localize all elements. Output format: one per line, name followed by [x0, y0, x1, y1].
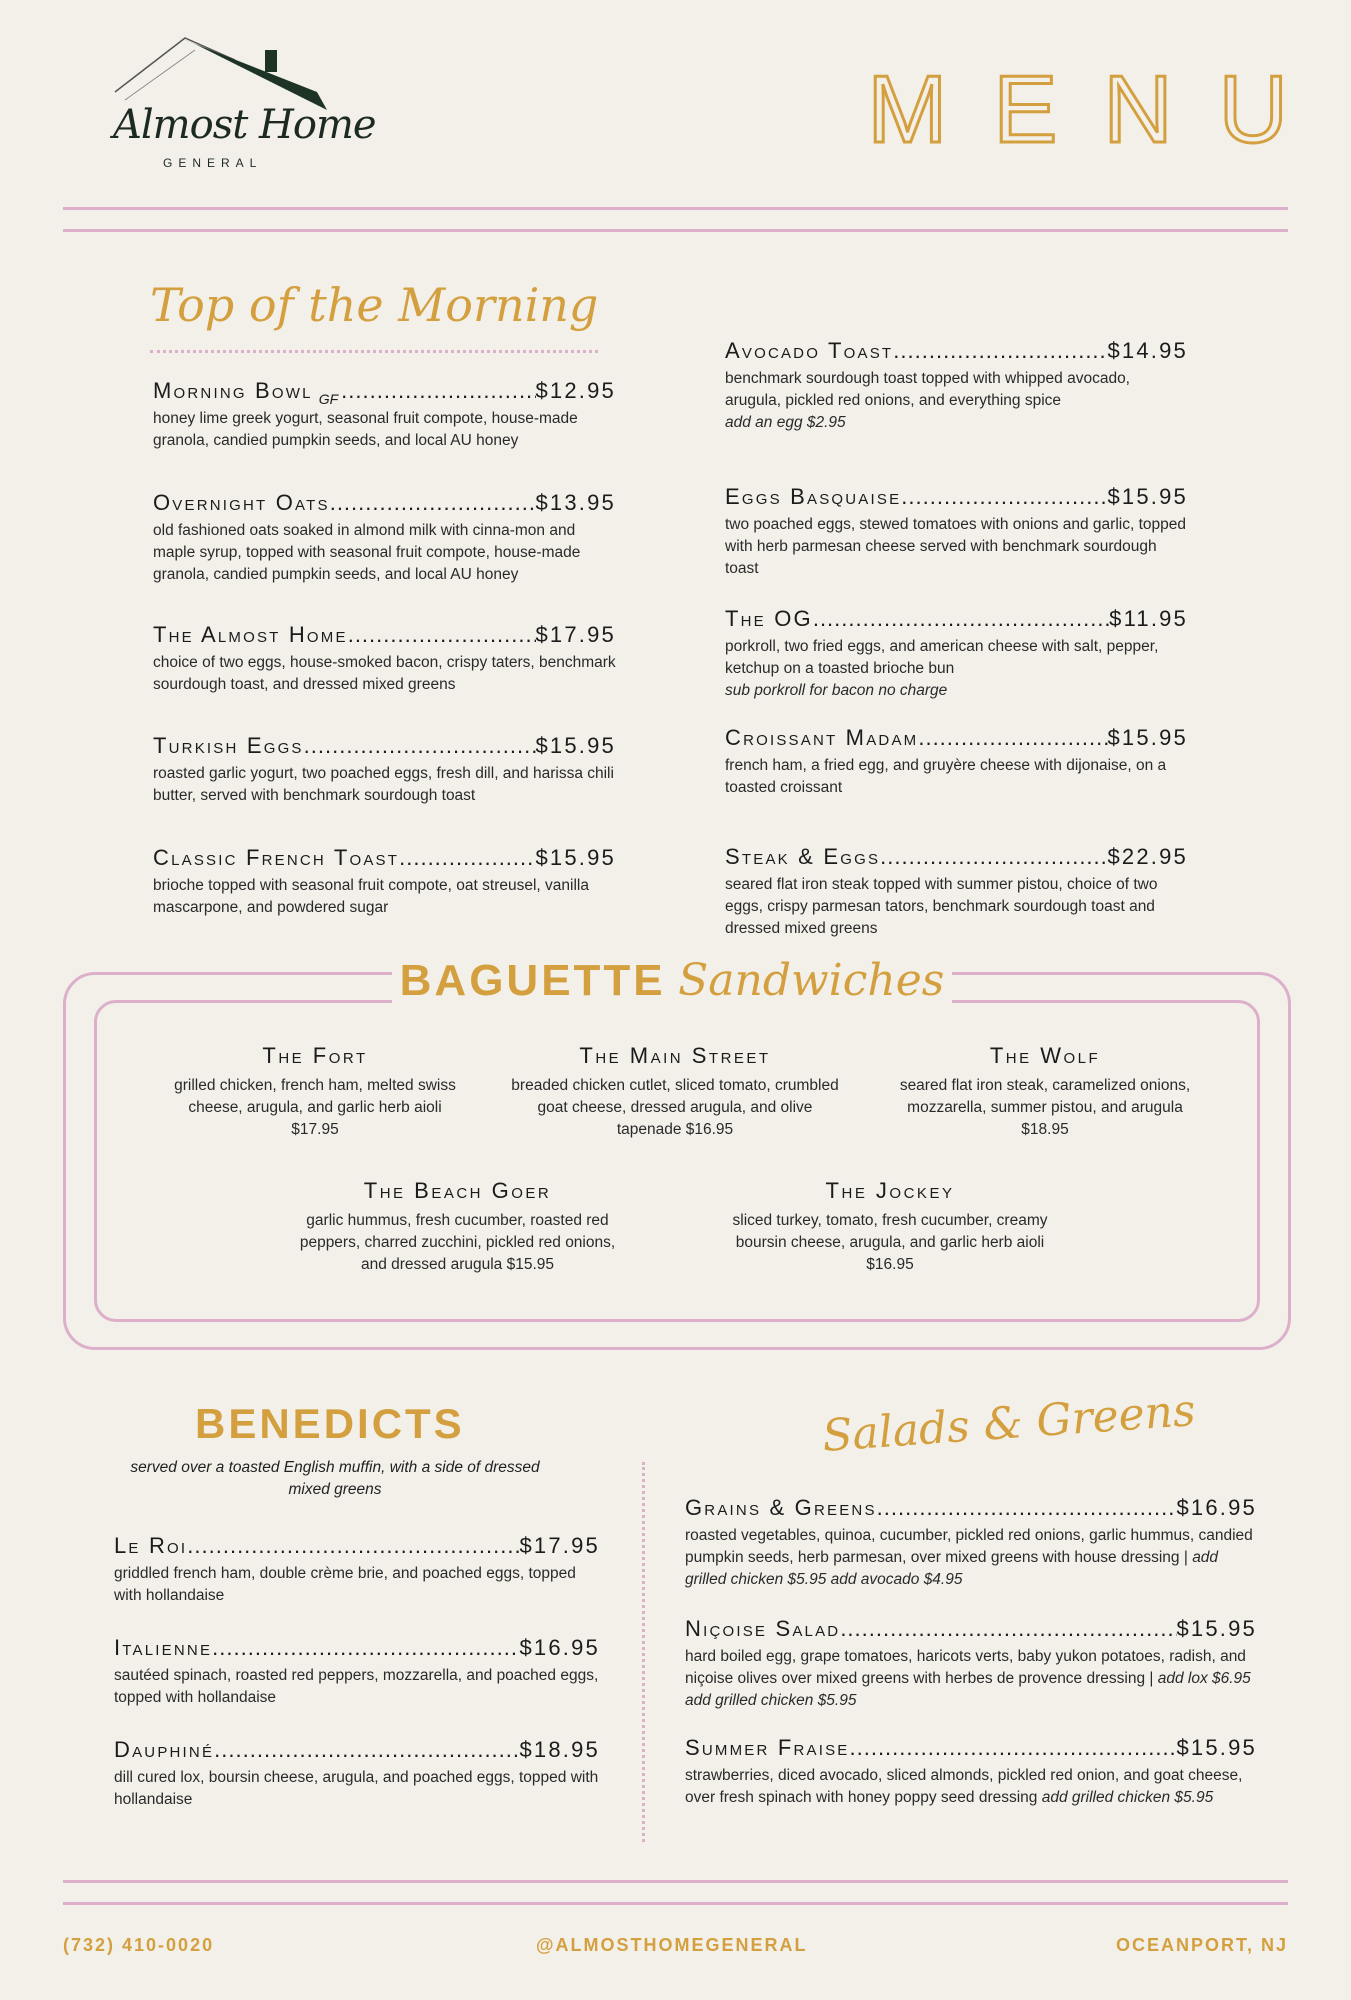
dietary-tag: GF	[318, 391, 339, 407]
menu-item-name: The OG	[725, 606, 813, 631]
dot-leader	[850, 1735, 1177, 1761]
sandwich-description: grilled chicken, french ham, melted swiss cheese, arugula, and garlic herb aioli $17.95	[174, 1077, 456, 1138]
description-text: roasted garlic yogurt, two poached eggs, fresh dill, and harissa chili butter, served with benchmark sourdough toast	[153, 765, 614, 804]
menu-item-header	[114, 1533, 600, 1559]
menu-item-description	[725, 514, 1188, 580]
description-text: seared flat iron steak topped with summer pistou, choice of two eggs, crispy parmesan tators, benchmark sourdough toast and dressed mixed greens	[725, 876, 1158, 937]
menu-item-description	[725, 636, 1188, 702]
sandwich-item	[165, 1043, 465, 1141]
menu-item	[685, 1616, 1257, 1712]
sandwich-name: The Jockey	[825, 1178, 955, 1203]
header-divider-top	[63, 207, 1288, 210]
menu-item-price: $13.95	[535, 490, 616, 515]
menu-item-note: sub porkroll for bacon no charge	[725, 682, 948, 699]
menu-item-description	[114, 1563, 600, 1607]
menu-item-price: $22.95	[1107, 844, 1188, 869]
dot-leader	[813, 606, 1109, 632]
section-title-benedicts: BENEDICTS	[195, 1400, 465, 1447]
dot-leader	[187, 1533, 519, 1559]
menu-item	[114, 1635, 600, 1709]
menu-item-name: Italienne	[114, 1635, 213, 1660]
description-text: two poached eggs, stewed tomatoes with onions and garlic, topped with herb parmesan cheese served with benchmark sourdough toast	[725, 516, 1186, 577]
dot-leader	[214, 1737, 519, 1763]
footer-divider-top	[63, 1880, 1288, 1883]
description-text: honey lime greek yogurt, seasonal fruit compote, house-made granola, candied pumpkin seeds, and local AU honey	[153, 410, 578, 449]
section-title-salads: Salads & Greens	[820, 1385, 1198, 1462]
menu-item-name: Avocado Toast	[725, 338, 894, 363]
footer-divider-bottom	[63, 1902, 1288, 1905]
menu-item-price: $14.95	[1107, 338, 1188, 363]
dot-leader	[330, 490, 536, 516]
description-text: brioche topped with seasonal fruit compote, oat streusel, vanilla mascarpone, and powdered sugar	[153, 877, 589, 916]
menu-item	[153, 622, 616, 696]
footer-phone: (732) 410-0020	[63, 1935, 215, 1955]
footer-social-handle: @ALMOSTHOMEGENERAL	[536, 1935, 808, 1955]
menu-item-price: $17.95	[535, 622, 616, 647]
menu-item-header	[685, 1616, 1257, 1642]
menu-item-name: Morning Bowl	[153, 378, 313, 403]
menu-item-description	[153, 408, 616, 452]
description-text: roasted vegetables, quinoa, cucumber, pickled red onions, garlic hummus, candied pumpkin seeds, herb parmesan, over mixed greens with house dressing |	[685, 1527, 1253, 1566]
dot-leader	[877, 1495, 1177, 1521]
brand-name: Almost Home	[113, 102, 376, 148]
sandwich-name: The Fort	[262, 1043, 368, 1068]
menu-item-description	[725, 874, 1188, 940]
dot-leader	[304, 733, 536, 759]
menu-item	[725, 725, 1188, 799]
menu-item-name: Eggs Basquaise	[725, 484, 902, 509]
menu-item-description	[725, 755, 1188, 799]
footer-location: OCEANPORT, NJ	[1115, 1935, 1288, 1955]
description-text: french ham, a fried egg, and gruyère cheese with dijonaise, on a toasted croissant	[725, 757, 1167, 796]
menu-item-price: $15.95	[1107, 484, 1188, 509]
menu-item-description	[685, 1646, 1257, 1712]
dot-leader	[893, 338, 1107, 364]
column-dotted-divider	[642, 1462, 645, 1842]
dot-leader	[341, 378, 535, 404]
menu-item-name: Croissant Madam	[725, 725, 919, 750]
header-divider-bottom	[63, 229, 1288, 232]
menu-item-description	[725, 368, 1188, 434]
sandwich-item	[895, 1043, 1195, 1141]
menu-item-price: $11.95	[1109, 606, 1188, 631]
menu-item-price: $16.95	[519, 1635, 600, 1660]
benedicts-subtitle: served over a toasted English muffin, with a side of dressed mixed greens	[130, 1459, 540, 1498]
menu-item-price: $15.95	[1107, 725, 1188, 750]
description-text: sautéed spinach, roasted red peppers, mozzarella, and poached eggs, topped with hollandaise	[114, 1667, 599, 1706]
menu-item	[725, 606, 1188, 702]
sandwich-name: The Beach Goer	[363, 1178, 552, 1203]
menu-item-note: add lox $6.95 add grilled chicken $5.95	[685, 1670, 1251, 1709]
section-title-morning: Top of the Morning	[150, 278, 599, 332]
menu-item-price: $15.95	[535, 845, 616, 870]
menu-item-header	[725, 725, 1188, 751]
menu-item-description	[685, 1765, 1257, 1809]
menu-item-header	[153, 733, 616, 759]
menu-item-description	[114, 1767, 600, 1811]
menu-item-header	[685, 1495, 1257, 1521]
sandwich-description: seared flat iron steak, caramelized onions, mozzarella, summer pistou, and arugula $18.95	[899, 1077, 1191, 1138]
description-text: old fashioned oats soaked in almond milk with cinna-mon and maple syrup, topped with seasonal fruit compote, house-made granola, candied pumpkin seeds, and local AU honey	[153, 522, 581, 583]
dot-leader	[901, 484, 1107, 510]
menu-item-name: Classic French Toast	[153, 845, 400, 870]
menu-item-price: $17.95	[519, 1533, 600, 1558]
sandwich-description: garlic hummus, fresh cucumber, roasted red peppers, charred zucchini, pickled red onions, and dressed arugula $15.95	[299, 1212, 616, 1273]
baguette-title-caps: BAGUETTE	[399, 956, 666, 1005]
menu-item	[114, 1533, 600, 1607]
dot-leader	[399, 845, 535, 871]
menu-item	[153, 490, 616, 586]
sandwich-description: breaded chicken cutlet, sliced tomato, crumbled goat cheese, dressed arugula, and olive tapenade $16.95	[511, 1077, 839, 1138]
menu-item-price: $16.95	[1176, 1495, 1257, 1520]
menu-item-description	[685, 1525, 1257, 1591]
menu-item-price: $15.95	[1176, 1616, 1257, 1641]
menu-item	[725, 338, 1188, 434]
menu-item-description	[153, 520, 616, 586]
section-dotted-rule	[150, 350, 598, 353]
menu-item-header	[725, 606, 1188, 632]
menu-item-price: $15.95	[1176, 1735, 1257, 1760]
menu-item-header	[725, 484, 1188, 510]
menu-item	[153, 378, 616, 452]
menu-item-price: $12.95	[535, 378, 616, 403]
menu-item-header	[114, 1737, 600, 1763]
dot-leader	[840, 1616, 1176, 1642]
menu-item	[685, 1495, 1257, 1591]
baguette-title-script: Sandwiches	[678, 955, 945, 1006]
dot-leader	[918, 725, 1107, 751]
sandwich-item	[510, 1043, 840, 1141]
baguette-heading	[392, 955, 952, 1015]
description-text: choice of two eggs, house-smoked bacon, crispy taters, benchmark sourdough toast, and dressed mixed greens	[153, 654, 616, 693]
menu-item-name: Dauphiné	[114, 1737, 215, 1762]
menu-item	[725, 844, 1188, 940]
menu-item-note: add grilled chicken $5.95	[1041, 1789, 1214, 1806]
sandwich-item	[290, 1178, 625, 1276]
menu-item-description	[153, 763, 616, 807]
menu-item-header	[153, 378, 616, 407]
menu-item-name: Grains & Greens	[685, 1495, 877, 1520]
description-text: benchmark sourdough toast topped with whipped avocado, arugula, pickled red onions, and everything spice	[725, 370, 1130, 409]
sandwich-item	[720, 1178, 1060, 1276]
sandwich-name: The Wolf	[989, 1043, 1101, 1068]
menu-item-name: The Almost Home	[153, 622, 348, 647]
menu-item-header	[153, 845, 616, 871]
menu-item-description	[114, 1665, 600, 1709]
menu-item-name: Steak & Eggs	[725, 844, 881, 869]
dot-leader	[212, 1635, 519, 1661]
menu-item-price: $18.95	[519, 1737, 600, 1762]
menu-item-header	[725, 338, 1188, 364]
description-text: porkroll, two fried eggs, and american cheese with salt, pepper, ketchup on a toasted brioche bun	[725, 638, 1159, 677]
menu-item-name: Turkish Eggs	[153, 733, 304, 758]
menu-item-note: add an egg $2.95	[725, 414, 846, 431]
menu-item-header	[114, 1635, 600, 1661]
description-text: strawberries, diced avocado, sliced almonds, pickled red onion, and goat cheese, over fresh spinach with honey poppy seed dressing	[685, 1767, 1243, 1806]
brand-logo	[105, 30, 376, 180]
menu-item-name: Overnight Oats	[153, 490, 330, 515]
menu-item-name: Niçoise Salad	[685, 1616, 841, 1641]
menu-item	[114, 1737, 600, 1811]
menu-item-header	[153, 490, 616, 516]
menu-item-note: add grilled chicken $5.95 add avocado $4.95	[685, 1549, 1219, 1588]
menu-item	[685, 1735, 1257, 1809]
brand-subtitle: GENERAL	[163, 156, 263, 170]
dot-leader	[348, 622, 536, 648]
menu-item	[153, 845, 616, 919]
description-text: dill cured lox, boursin cheese, arugula, and poached eggs, topped with hollandaise	[114, 1769, 599, 1808]
dot-leader	[880, 844, 1107, 870]
menu-item	[153, 733, 616, 807]
menu-item-header	[153, 622, 616, 648]
house-roof-icon	[105, 30, 345, 110]
sandwich-name: The Main Street	[579, 1043, 771, 1068]
menu-item-name: Summer Fraise	[685, 1735, 850, 1760]
description-text: hard boiled egg, grape tomatoes, haricots verts, baby yukon potatoes, radish, and niçoise olives over mixed greens with herbes de provence dressing |	[685, 1648, 1246, 1687]
menu-item-header	[725, 844, 1188, 870]
menu-item-price: $15.95	[535, 733, 616, 758]
sandwich-description: sliced turkey, tomato, fresh cucumber, creamy boursin cheese, arugula, and garlic herb aioli $16.95	[732, 1212, 1048, 1273]
menu-item-description	[153, 875, 616, 919]
menu-item-description	[153, 652, 616, 696]
menu-item-name: Le Roi	[114, 1533, 188, 1558]
description-text: griddled french ham, double crème brie, and poached eggs, topped with hollandaise	[114, 1565, 576, 1604]
menu-item	[725, 484, 1188, 580]
menu-item-header	[685, 1735, 1257, 1761]
page-title: MENU	[867, 56, 1334, 163]
